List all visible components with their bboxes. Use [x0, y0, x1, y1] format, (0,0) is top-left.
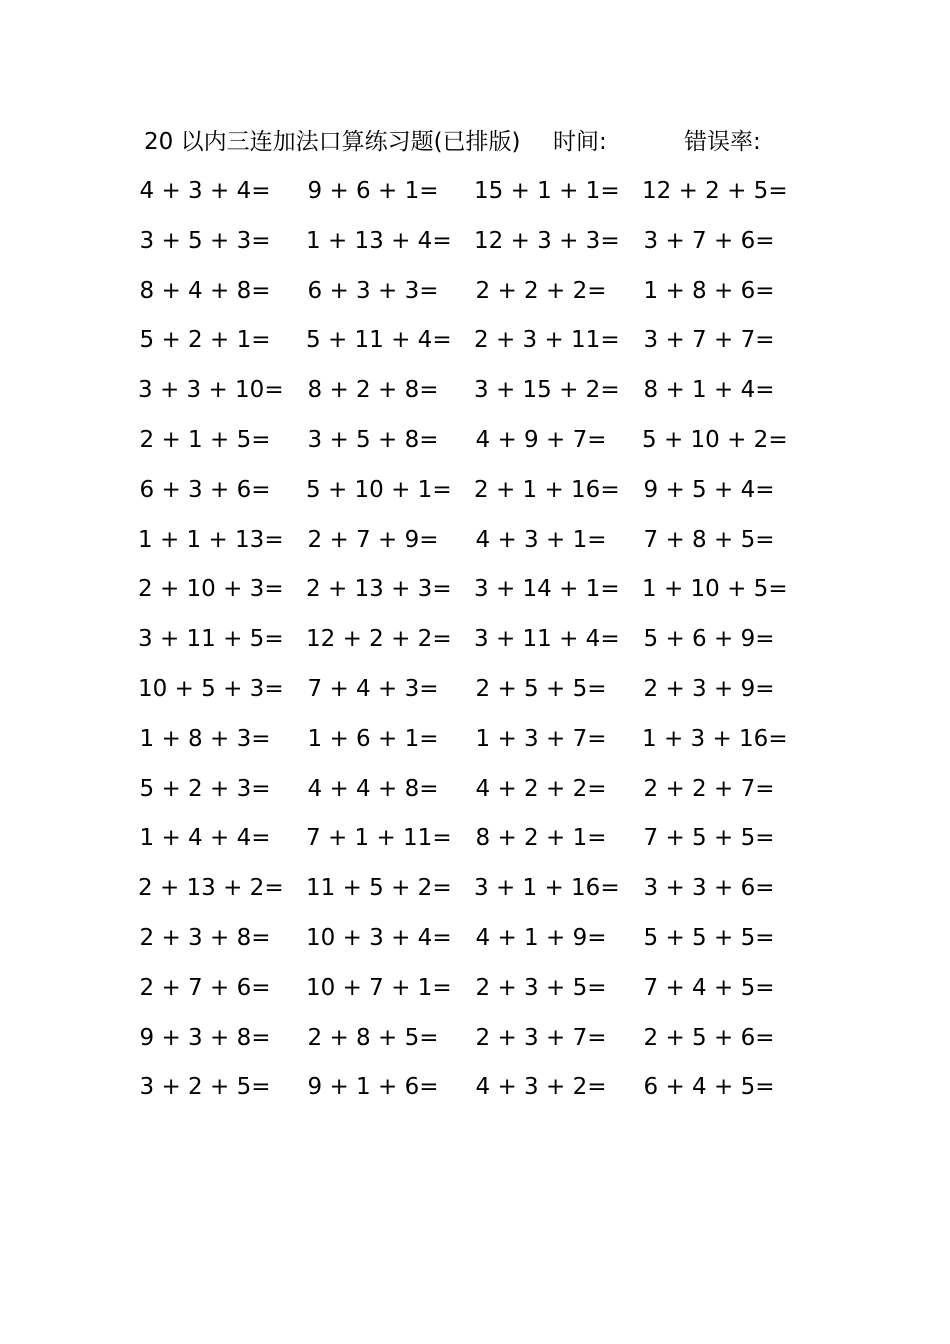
addition-problem: 3 + 3 + 6=: [643, 875, 775, 902]
addition-problem: 8 + 2 + 1=: [475, 825, 607, 852]
time-label: 时间:: [553, 129, 607, 155]
addition-problem: 9 + 5 + 4=: [643, 476, 775, 503]
problem-row: [138, 870, 818, 920]
addition-problem: 5 + 2 + 3=: [139, 775, 271, 802]
addition-problem: 15 + 1 + 1=: [474, 178, 620, 204]
addition-problem: 2 + 7 + 6=: [139, 974, 271, 1001]
problem-row: [138, 322, 818, 372]
addition-problem: 7 + 1 + 11=: [306, 825, 452, 852]
addition-problem: 1 + 3 + 16=: [642, 725, 788, 752]
addition-problem: 4 + 3 + 2=: [475, 1074, 607, 1101]
problem-row: [138, 273, 818, 323]
addition-problem: 9 + 6 + 1=: [307, 178, 439, 204]
problem-row: [138, 721, 818, 771]
addition-problem: 7 + 4 + 3=: [307, 675, 439, 702]
problem-row: [138, 472, 818, 522]
addition-problem: 7 + 4 + 5=: [643, 974, 775, 1001]
addition-problem: 4 + 9 + 7=: [475, 426, 607, 453]
addition-problem: 4 + 2 + 2=: [475, 775, 607, 802]
addition-problem: 5 + 10 + 2=: [642, 426, 788, 453]
addition-problem: 2 + 2 + 2=: [475, 277, 607, 304]
addition-problem: 3 + 7 + 6=: [643, 227, 775, 254]
problem-row: [138, 820, 818, 870]
addition-problem: 12 + 2 + 5=: [642, 178, 788, 204]
addition-problem: 1 + 3 + 7=: [475, 725, 607, 752]
addition-problem: 10 + 7 + 1=: [306, 974, 452, 1001]
addition-problem: 1 + 1 + 13=: [138, 526, 284, 553]
addition-problem: 8 + 4 + 8=: [139, 277, 271, 304]
addition-problem: 6 + 3 + 3=: [307, 277, 439, 304]
addition-problem: 5 + 2 + 1=: [139, 327, 271, 354]
addition-problem: 3 + 15 + 2=: [474, 377, 620, 404]
addition-problem: 2 + 3 + 5=: [475, 974, 607, 1001]
problem-row: [138, 621, 818, 671]
addition-problem: 12 + 3 + 3=: [474, 227, 620, 254]
addition-problem: 9 + 1 + 6=: [307, 1074, 439, 1101]
problem-row: [138, 970, 818, 1020]
addition-problem: 1 + 10 + 5=: [642, 576, 788, 603]
addition-problem: 8 + 1 + 4=: [643, 377, 775, 404]
addition-problem: 2 + 7 + 9=: [307, 526, 439, 553]
worksheet-header: [144, 124, 784, 160]
addition-problem: 6 + 4 + 5=: [643, 1074, 775, 1101]
addition-problem: 2 + 13 + 3=: [306, 576, 452, 603]
addition-problem: 5 + 11 + 4=: [306, 327, 452, 354]
problem-row: [138, 173, 818, 223]
addition-problem: 7 + 8 + 5=: [643, 526, 775, 553]
addition-problem: 2 + 3 + 11=: [474, 327, 620, 354]
problem-row: [138, 422, 818, 472]
addition-problem: 3 + 7 + 7=: [643, 327, 775, 354]
addition-problem: 5 + 6 + 9=: [643, 626, 775, 653]
addition-problem: 2 + 2 + 7=: [643, 775, 775, 802]
addition-problem: 3 + 1 + 16=: [474, 875, 620, 902]
addition-problem: 2 + 1 + 16=: [474, 476, 620, 503]
problem-row: [138, 671, 818, 721]
addition-problem: 9 + 3 + 8=: [139, 1024, 271, 1051]
addition-problem: 4 + 1 + 9=: [475, 924, 607, 951]
addition-problem: 3 + 5 + 3=: [139, 227, 271, 254]
addition-problem: 2 + 3 + 9=: [643, 675, 775, 702]
addition-problem: 2 + 10 + 3=: [138, 576, 284, 603]
addition-problem: 1 + 6 + 1=: [307, 725, 439, 752]
addition-problem: 3 + 3 + 10=: [138, 377, 284, 404]
addition-problem: 4 + 3 + 1=: [475, 526, 607, 553]
problem-row: [138, 1069, 818, 1119]
problem-row: [138, 522, 818, 572]
addition-problem: 12 + 2 + 2=: [306, 626, 452, 653]
addition-problem: 1 + 8 + 3=: [139, 725, 271, 752]
error-rate-label: 错误率:: [684, 129, 761, 155]
addition-problem: 3 + 2 + 5=: [139, 1074, 271, 1101]
problem-row: [138, 571, 818, 621]
addition-problem: 2 + 3 + 8=: [139, 924, 271, 951]
addition-problem: 7 + 5 + 5=: [643, 825, 775, 852]
addition-problem: 6 + 3 + 6=: [139, 476, 271, 503]
addition-problem: 4 + 3 + 4=: [139, 178, 271, 204]
problem-row: [138, 223, 818, 273]
problem-row: [138, 771, 818, 821]
addition-problem: 1 + 4 + 4=: [139, 825, 271, 852]
problem-row: [138, 372, 818, 422]
addition-problem: 5 + 5 + 5=: [643, 924, 775, 951]
addition-problem: 2 + 1 + 5=: [139, 426, 271, 453]
addition-problem: 2 + 5 + 5=: [475, 675, 607, 702]
worksheet-title: 20 以内三连加法口算练习题(已排版): [144, 129, 521, 155]
addition-problem: 3 + 11 + 4=: [474, 626, 620, 653]
addition-problem: 2 + 3 + 7=: [475, 1024, 607, 1051]
problem-grid: [138, 173, 818, 1119]
addition-problem: 3 + 5 + 8=: [307, 426, 439, 453]
addition-problem: 2 + 13 + 2=: [138, 875, 284, 902]
addition-problem: 10 + 5 + 3=: [138, 675, 284, 702]
addition-problem: 1 + 13 + 4=: [306, 227, 452, 254]
addition-problem: 8 + 2 + 8=: [307, 377, 439, 404]
addition-problem: 10 + 3 + 4=: [306, 924, 452, 951]
addition-problem: 2 + 5 + 6=: [643, 1024, 775, 1051]
addition-problem: 3 + 14 + 1=: [474, 576, 620, 603]
addition-problem: 2 + 8 + 5=: [307, 1024, 439, 1051]
addition-problem: 11 + 5 + 2=: [306, 875, 452, 902]
addition-problem: 4 + 4 + 8=: [307, 775, 439, 802]
problem-row: [138, 1020, 818, 1070]
problem-row: [138, 920, 818, 970]
addition-problem: 5 + 10 + 1=: [306, 476, 452, 503]
addition-problem: 3 + 11 + 5=: [138, 626, 284, 653]
addition-problem: 1 + 8 + 6=: [643, 277, 775, 304]
